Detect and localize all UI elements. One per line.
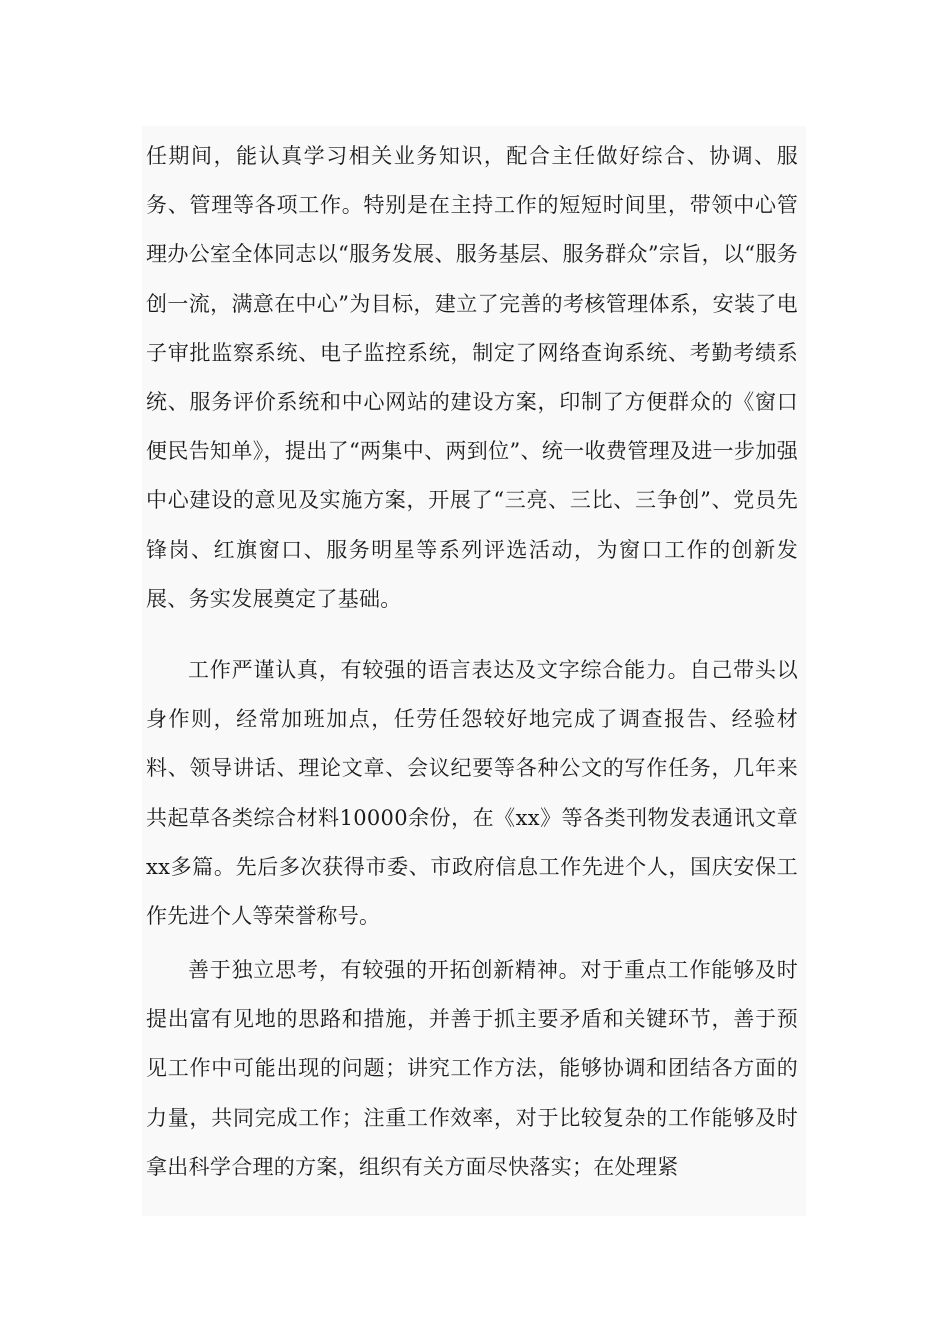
body-paragraph-3: 善于独立思考，有较强的开拓创新精神。对于重点工作能够及时提出富有见地的思路和措施，并善于抓主要矛盾和关键环节，善于预见工作中可能出现的问题；讲究工作方法，能够协调和团结各方面的力量，共同完成工作；注重工作效率，对于比较复杂的工作能够及时拿出科学合理的方案，组织有关方面尽快落实；在处理紧 (146, 958, 798, 1179)
body-paragraph-2: 工作严谨认真，有较强的语言表达及文字综合能力。自己带头以身作则，经常加班加点，任劳任怨较好地完成了调查报告、经验材料、领导讲话、理论文章、会议纪要等各种公文的写作任务，几年来共起草各类综合材料10000余份，在《xx》等各类刊物发表通讯文章xx多篇。先后多次获得市委、市政府信息工作先进个人，国庆安保工作先进个人等荣誉称号。 (146, 658, 798, 929)
document-page (142, 126, 806, 1216)
body-paragraph-1: 任期间，能认真学习相关业务知识，配合主任做好综合、协调、服务、管理等各项工作。特别是在主持工作的短短时间里，带领中心管理办公室全体同志以“服务发展、服务基层、服务群众”宗旨，以“服务创一流，满意在中心”为目标，建立了完善的考核管理体系，安装了电子审批监察系统、电子监控系统，制定了网络查询系统、考勤考绩系统、服务评价系统和中心网站的建设方案，印制了方便群众的《窗口便民告知单》，提出了“两集中、两到位”、统一收费管理及进一步加强中心建设的意见及实施方案，开展了“三亮、三比、三争创”、党员先锋岗、红旗窗口、服务明星等系列评选活动，为窗口工作的创新发展、务实发展奠定了基础。 (146, 144, 798, 611)
